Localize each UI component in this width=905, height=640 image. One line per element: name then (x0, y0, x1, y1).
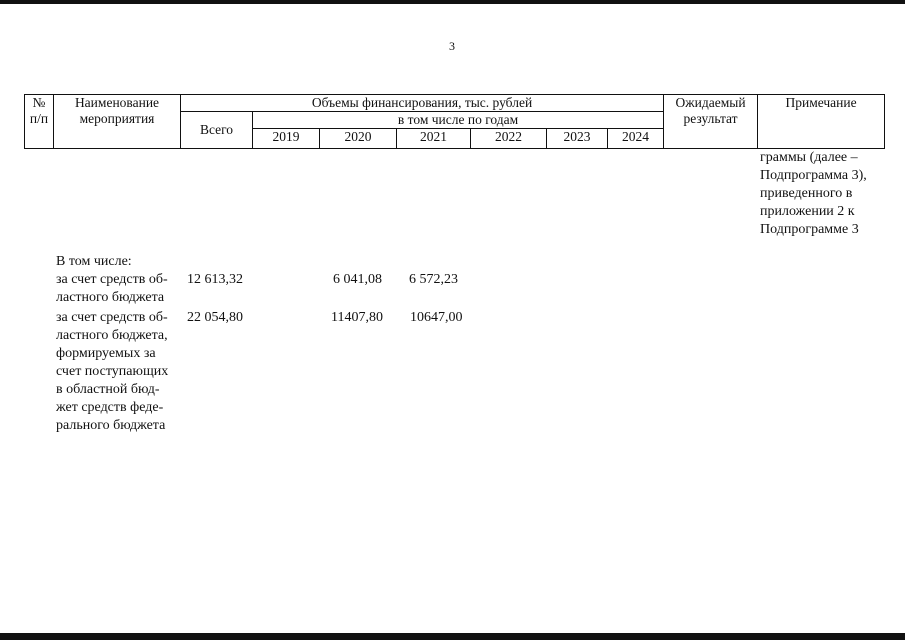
header-year-2024: 2024 (608, 129, 664, 149)
header-year-2023: 2023 (547, 129, 608, 149)
including-label: В том числе: (56, 254, 132, 269)
row-1-name: за счет средств об- ластного бюджета (56, 272, 168, 305)
row-1-total: 12 613,32 (187, 272, 243, 287)
scan-bottom-border (0, 633, 905, 640)
header-by-year: в том числе по годам (253, 112, 664, 129)
header-year-2020: 2020 (320, 129, 397, 149)
header-year-2019: 2019 (253, 129, 320, 149)
header-year-2022: 2022 (471, 129, 547, 149)
page-number: 3 (449, 39, 455, 53)
header-name: Наименование мероприятия (54, 95, 181, 149)
row-2-total: 22 054,80 (187, 310, 243, 325)
row-1-2020: 6 041,08 (333, 272, 382, 287)
row-1-2021: 6 572,23 (409, 272, 458, 287)
row-2-name: за счет средств об- ластного бюджета, формируемых за счет поступающих в областной бюд- жет средств феде- рального бюджета (56, 310, 169, 433)
scan-top-border (0, 0, 905, 4)
header-year-2021: 2021 (397, 129, 471, 149)
header-note: Примечание (758, 95, 885, 149)
note-continuation: граммы (далее – Подпрограмма 3), приведенного в приложении 2 к Подпрограмме 3 (760, 150, 867, 237)
header-funding: Объемы финансирования, тыс. рублей (181, 95, 664, 112)
table-header (24, 94, 885, 149)
header-result: Ожидаемый результат (664, 95, 758, 149)
header-total: Всего (181, 112, 253, 149)
row-2-2020: 11407,80 (331, 310, 383, 325)
header-number: № п/п (25, 95, 54, 149)
row-2-2021: 10647,00 (410, 310, 463, 325)
